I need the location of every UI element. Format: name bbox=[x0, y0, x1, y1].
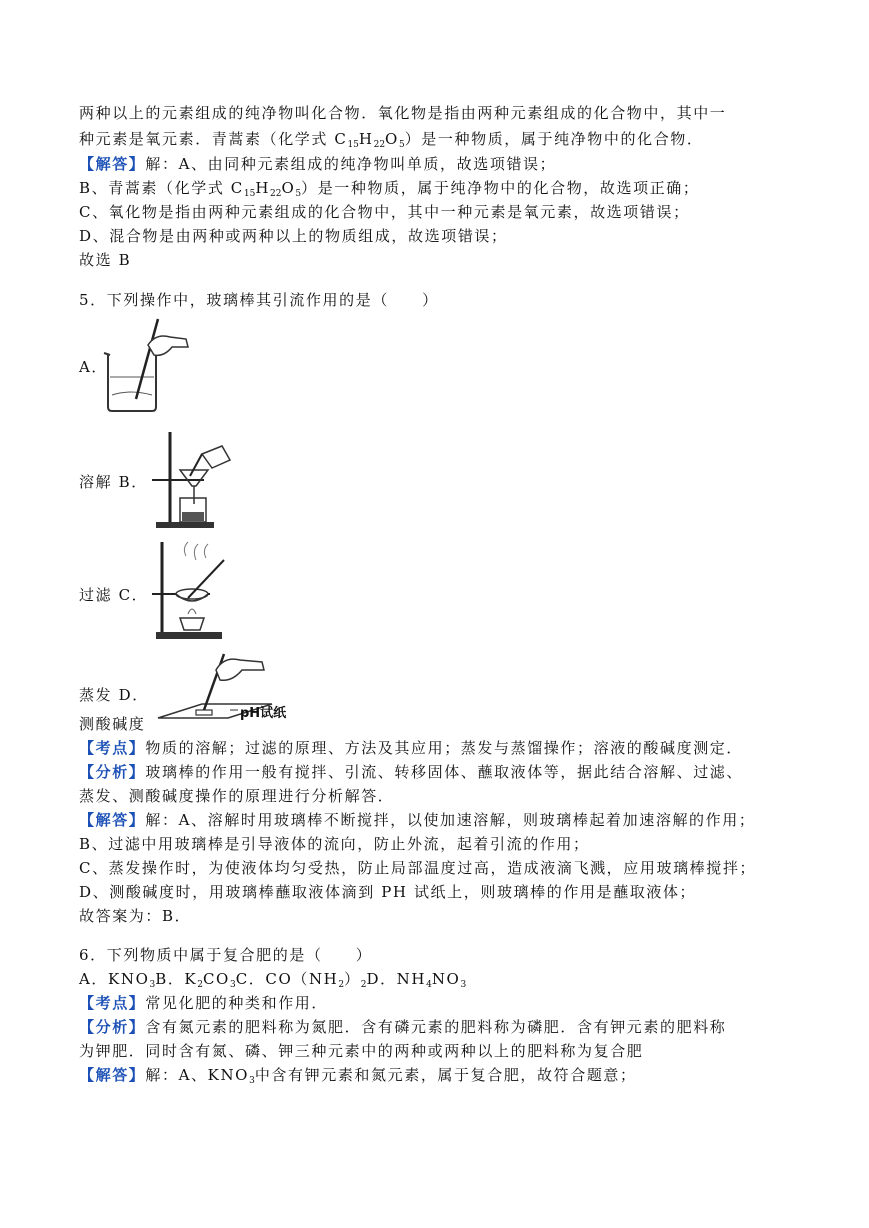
q5-answer-d: D、测酸碱度时，用玻璃棒蘸取液体滴到 PH 试纸上，则玻璃棒的作用是蘸取液体； bbox=[79, 883, 697, 901]
answer-tag: 【解答】 bbox=[79, 811, 146, 829]
q5-option-b-label: 溶解 B． bbox=[79, 473, 148, 491]
q5-option-c-label: 过滤 C． bbox=[79, 586, 149, 604]
stirring-beaker-figure bbox=[100, 317, 192, 413]
ph-paper-label: pH试纸 bbox=[240, 706, 287, 721]
fenxi-tag: 【分析】 bbox=[79, 763, 146, 781]
q5-option-d-tail: 测酸碱度 bbox=[79, 715, 146, 733]
q5-question: 5．下列操作中，玻璃棒其引流作用的是（ ） bbox=[79, 291, 439, 309]
q5-answer-c: C、蒸发操作时，为使液体均匀受热，防止局部温度过高，造成液滴飞溅，应用玻璃棒搅拌； bbox=[79, 859, 757, 877]
q6-question: 6．下列物质中属于复合肥的是（ ） bbox=[79, 946, 373, 964]
q4-answer-b: B、青蒿素（化学式 $C_{15}H_{22}O_5$）是一种物质，属于纯净物中的化合物，故选项正确； bbox=[79, 179, 700, 199]
q6-fenxi-2: 为钾肥．同时含有氮、磷、钾三种元素中的两种或两种以上的肥料称为复合肥 bbox=[79, 1042, 644, 1060]
q5-option-d-label: 蒸发 D． bbox=[79, 686, 149, 704]
kaodian-tag: 【考点】 bbox=[79, 994, 146, 1012]
answer-tag: 【解答】 bbox=[79, 1066, 146, 1084]
evaporation-figure bbox=[150, 538, 240, 642]
q5-kaodian: 【考点】物质的溶解；过滤的原理、方法及其应用；蒸发与蒸馏操作；溶液的酸碱度测定． bbox=[79, 739, 744, 757]
q4-answer-a: 【解答】解：A、由同种元素组成的纯净物叫单质，故选项错误； bbox=[79, 155, 557, 173]
q5-answer-a: 【解答】解：A、溶解时用玻璃棒不断搅拌，以使加速溶解，则玻璃棒起着加速溶解的作用； bbox=[79, 811, 756, 829]
q5-fenxi-1: 【分析】玻璃棒的作用一般有搅拌、引流、转移固体、蘸取液体等，据此结合溶解、过滤、 bbox=[79, 763, 744, 781]
q5-answer-b: B、过滤中用玻璃棒是引导液体的流向，防止外流，起着引流的作用； bbox=[79, 835, 590, 853]
q5-option-a-label: A． bbox=[79, 358, 109, 376]
kaodian-tag: 【考点】 bbox=[79, 739, 146, 757]
filtration-stand-figure bbox=[150, 430, 236, 530]
q4-answer-c: C、氧化物是指由两种元素组成的化合物中，其中一种元素是氧元素，故选项错误； bbox=[79, 203, 690, 221]
answer-tag: 【解答】 bbox=[79, 155, 146, 173]
q5-answer: 故答案为：B． bbox=[79, 907, 192, 925]
q4-answer-d: D、混合物是由两种或两种以上的物质组成，故选项错误； bbox=[79, 227, 508, 245]
q6-answer-a: 【解答】解：A、$KNO_3$中含有钾元素和氮元素，属于复合肥，故符合题意； bbox=[79, 1066, 637, 1086]
q4-text-line-1: 两种以上的元素组成的纯净物叫化合物．氧化物是指由两种元素组成的化合物中，其中一 bbox=[79, 104, 727, 122]
q6-options: A．$KNO_3B$．$K_2CO_3C$．$CO(NH_2)_2D$．$NH_4NO_3$ bbox=[79, 970, 467, 990]
fenxi-tag: 【分析】 bbox=[79, 1018, 146, 1036]
q6-kaodian: 【考点】常见化肥的种类和作用． bbox=[79, 994, 329, 1012]
q6-fenxi-1: 【分析】含有氮元素的肥料称为氮肥．含有磷元素的肥料称为磷肥．含有钾元素的肥料称 bbox=[79, 1018, 727, 1036]
q4-text-line-2: 种元素是氧元素．青蒿素（化学式 $C_{15}H_{22}O_5$）是一种物质，属于纯净物中的化合物． bbox=[79, 130, 704, 150]
q5-fenxi-2: 蒸发、测酸碱度操作的原理进行分析解答． bbox=[79, 787, 395, 805]
ph-test-figure bbox=[152, 648, 292, 734]
q4-choice: 故选 B bbox=[79, 251, 132, 269]
